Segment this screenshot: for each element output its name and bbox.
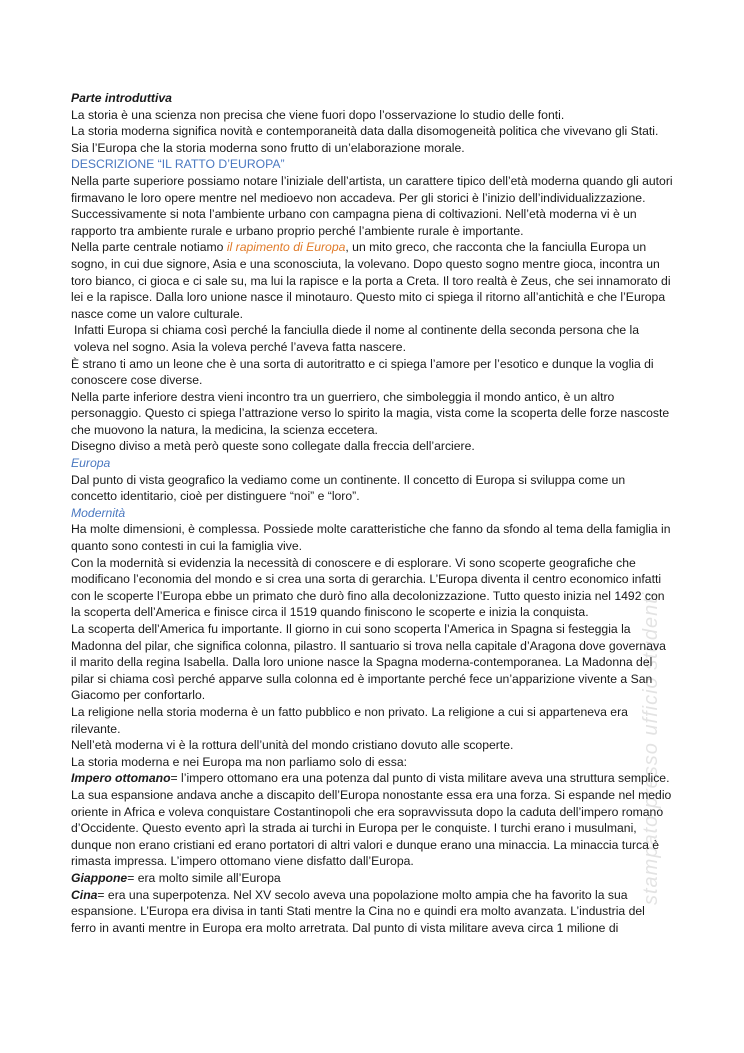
- paragraph: Sia l’Europa che la storia moderna sono frutto di un’elaborazione morale.: [71, 140, 465, 155]
- paragraph: [71, 239, 673, 322]
- text-run: , un mito greco, che racconta che la fanciulla Europa un sogno, in cui due signore, Asia e una sconosciuta, la volevano. Dopo questo sogno mentre gioca, incontra un toro bianco, ci gioca e ci sale su, ma lui la rapisce e la porta a Creta. Il toro realtà è Zeus, che sei innamorato di lei e la rapisce. Dalla loro unione nasce il minotauro. Questo mito ci spiega il ritorno all’antichità e che l’Europa nasce come un valore culturale.: [71, 240, 671, 321]
- heading-intro: Parte introduttiva: [71, 91, 172, 105]
- paragraph: La storia moderna e nei Europa ma non parliamo solo di essa:: [71, 754, 408, 769]
- paragraph: La religione nella storia moderna è un fatto pubblico e non privato. La religione a cui si apparteneva era rilevante.: [71, 704, 628, 736]
- term-impero-ottomano: Impero ottomano: [71, 771, 171, 786]
- heading-europa: Europa: [71, 456, 111, 471]
- paragraph: Dal punto di vista geografico la vediamo come un continente. Il concetto di Europa si sviluppa come un concetto identitario, cioè per distinguere “noi” e “loro”.: [71, 472, 626, 504]
- paragraph: Infatti Europa si chiama così perché la fanciulla diede il nome al continente della seconda persona che la voleva nel sogno. Asia la voleva perché l’aveva fatta nascere.: [74, 323, 640, 354]
- paragraph: Con la modernità si evidenzia la necessità di conoscere e di esplorare. Vi sono scoperte geografiche che modificano l’economia del mondo e si crea una sorta di gerarchia. L’Europa diventa il centro economico infatti con le scoperte l’Europa ebbe un primato che durò fino alla decolonizzazione. Tutto questo inizia nel 1492 con la scoperta dell’America e finisce circa il 1519 quando finiscono le scoperte e inizia la conquista.: [71, 555, 665, 620]
- paragraph: La storia moderna significa novità e contemporaneità data dalla disomogeneità politica che vivevano gli Stati.: [71, 124, 659, 139]
- text-run: = era molto simile all’Europa: [127, 870, 281, 885]
- paragraph: Nella parte inferiore destra vieni incontro tra un guerriero, che simboleggia il mondo antico, è un altro personaggio. Questo ci spiega l’attrazione verso lo spirito la magia, vista come la scoperta delle forze nascoste che muovono la natura, la medicina, la scienza eccetera.: [71, 389, 670, 437]
- paragraph: Successivamente si nota l’ambiente urbano con campagna piena di coltivazioni. Nell’età moderna vi è un rapporto tra ambiente rurale e urbano proprio perché l’ambiente rurale è importante.: [71, 207, 637, 238]
- text-run: = l’impero ottomano era una potenza dal punto di vista militare aveva una struttura semplice. La sua espansione andava anche a discapito dell’Europa nonostante essa era una forza. Si espande nel medio oriente in Africa e voleva conquistare Costantinopoli che era sopravvissuta dopo la caduta dell’impero romano d’Occidente. Questo evento aprì la strada ai turchi in Europa per le conquiste. I turchi erano i musulmani, dunque non erano cristiani ed erano portatori di altri valori e dunque erano una minaccia. La minaccia turca è rimasta impressa. L’impero ottomano viene disfatto dall’Europa.: [71, 771, 672, 869]
- paragraph: Disegno diviso a metà però queste sono collegate dalla freccia dell’arciere.: [71, 439, 475, 454]
- term-cina: Cina: [71, 887, 98, 902]
- paragraph: [71, 887, 673, 937]
- document-body: [71, 90, 673, 936]
- paragraph: Ha molte dimensioni, è complessa. Possiede molte caratteristiche che fanno da sfondo al tema della famiglia in quanto sono contesti in cui la famiglia vive.: [71, 522, 671, 554]
- heading-modernita: Modernità: [71, 505, 126, 520]
- term-giappone: Giappone: [71, 870, 128, 885]
- heading-descrizione: DESCRIZIONE “IL RATTO D’EUROPA”: [71, 157, 285, 172]
- highlight-rapimento: il rapimento di Europa: [226, 240, 346, 255]
- paragraph: [71, 870, 673, 887]
- paragraph: Nella parte superiore possiamo notare l’iniziale dell’artista, un carattere tipico dell’età moderna quando gli autori firmavano le loro opere mentre nel medioevo non accadeva. Per gli storici è l’inizio dell’individualizzazione.: [71, 173, 673, 205]
- paragraph: [71, 770, 673, 870]
- text-run: Nella parte centrale notiamo: [71, 240, 227, 255]
- paragraph: È strano ti amo un leone che è una sorta di autoritratto e ci spiega l’amore per l’esotico e dunque la voglia di conoscere cose diverse.: [71, 356, 654, 388]
- paragraph: La scoperta dell’America fu importante. Il giorno in cui sono scoperta l’America in Spagna si festeggia la Madonna del pilar, che significa colonna, pilastro. Il santuario si trova nella capitale d’Aragona dove governava il marito della regina Isabella. Dalla loro unione nasce la Spagna moderna-contemporanea. La Madonna del pilar si chiama così perché apparve sulla colonna ed è importante perché fece un’apparizione vivente a San Giacomo per confortarlo.: [71, 622, 666, 703]
- paragraph: Nell’età moderna vi è la rottura dell’unità del mondo cristiano dovuto alle scoperte.: [71, 738, 514, 753]
- watermark: stampato presso ufficio studenti: [640, 591, 662, 905]
- text-run: = era una superpotenza. Nel XV secolo aveva una popolazione molto ampia che ha favorito la sua espansione. L’Europa era divisa in tanti Stati mentre la Cina no e quindi era molto avanzata. L’industria del ferro in avanti mentre in Europa era molto arretrata. Dal punto di vista militare aveva circa 1 milione di: [71, 887, 645, 935]
- paragraph: La storia è una scienza non precisa che viene fuori dopo l’osservazione lo studio delle fonti.: [71, 107, 565, 122]
